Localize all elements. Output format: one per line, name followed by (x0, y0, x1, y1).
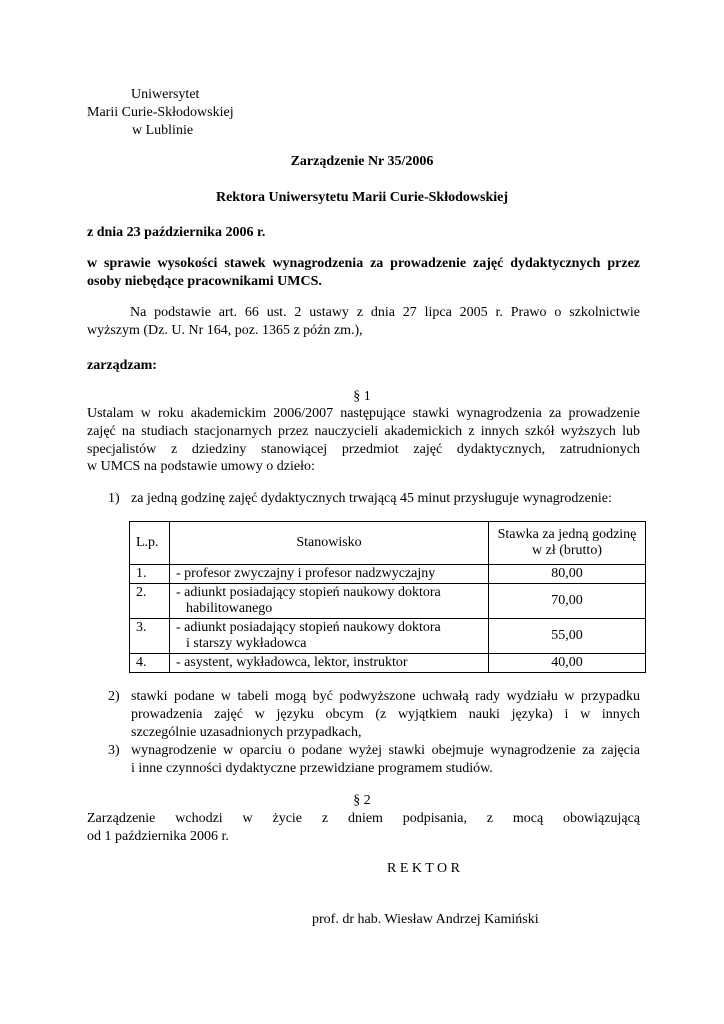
header-lp: L.p. (130, 522, 170, 565)
row-rate: 70,00 (489, 584, 646, 619)
point-2-line-2: prowadzenia zajęć w języku obcym (z wyjątkiem nauki języka) i w innych (131, 707, 640, 722)
row-position-line-1: - adiunkt posiadający stopień naukowy doktora (176, 620, 441, 635)
rates-table (129, 521, 646, 673)
signature-name: prof. dr hab. Wiesław Andrzej Kamiński (312, 912, 539, 927)
table-row (130, 565, 646, 584)
row-position-line-1: - adiunkt posiadający stopień naukowy doktora (176, 585, 441, 600)
row-position-line-2: i starszy wykładowca (186, 636, 307, 651)
subject-line-2: osoby niebędące pracownikami UMCS. (87, 274, 322, 289)
document-date: z dnia 23 października 2006 r. (87, 225, 266, 240)
row-rate: 40,00 (489, 654, 646, 673)
table-row (130, 584, 646, 619)
section-2-line-2: od 1 października 2006 r. (87, 829, 229, 844)
signature-role: R E K T O R (387, 861, 460, 876)
institution-line-3: w Lublinie (132, 123, 194, 138)
section-1-line-4: w UMCS na podstawie umowy o dzieło: (87, 459, 315, 474)
row-lp: 3. (130, 619, 170, 654)
table-header-row (130, 522, 646, 565)
section-1-heading: § 1 (353, 389, 371, 404)
document-issuer: Rektora Uniwersytetu Marii Curie-Skłodowskiej (215, 190, 509, 205)
header-rate-line-2: w zł (brutto) (532, 543, 602, 558)
point-2-number: 2) (108, 689, 120, 704)
row-rate: 55,00 (489, 619, 646, 654)
institution-line-1: Uniwersytet (131, 87, 200, 102)
basis-line-1: Na podstawie art. 66 ust. 2 ustawy z dnia 27 lipca 2005 r. Prawo o szkolnictwie (130, 305, 640, 320)
row-position (170, 619, 489, 654)
header-rate-line-1: Stawka za jedną godzinę (497, 527, 637, 542)
subject-line-1: w sprawie wysokości stawek wynagrodzenia za prowadzenie zajęć dydaktycznych przez (87, 256, 640, 271)
section-1-line-2: zajęć na studiach stacjonarnych przez nauczycieli akademickich z innych szkół wyższych lub (87, 424, 640, 439)
section-1-line-1: Ustalam w roku akademickim 2006/2007 następujące stawki wynagrodzenia za prowadzenie (87, 406, 640, 421)
table-row (130, 654, 646, 673)
row-position (170, 584, 489, 619)
point-1-text: za jedną godzinę zajęć dydaktycznych trwającą 45 minut przysługuje wynagrodzenie: (131, 491, 612, 506)
row-lp: 1. (130, 565, 170, 584)
institution-line-2: Marii Curie-Skłodowskiej (87, 105, 234, 120)
section-2-line-1: Zarządzenie wchodzi w życie z dniem podpisania, z mocą obowiązującą (87, 811, 640, 826)
row-lp: 2. (130, 584, 170, 619)
point-2-line-1: stawki podane w tabeli mogą być podwyższone uchwałą rady wydziału w przypadku (131, 689, 640, 704)
document-title: Zarządzenie Nr 35/2006 (290, 154, 434, 169)
point-1-number: 1) (108, 491, 120, 506)
point-3-line-2: i inne czynności dydaktyczne przewidziane programem studiów. (131, 761, 493, 776)
point-3-line-1: wynagrodzenie w oparciu o podane wyżej stawki obejmuje wynagrodzenie za zajęcia (131, 743, 640, 758)
row-rate: 80,00 (489, 565, 646, 584)
table-row (130, 619, 646, 654)
point-2-line-3: szczególnie uzasadnionych przypadkach, (131, 725, 362, 740)
section-1-line-3: specjalistów z dziedziny stanowiącej przedmiot zajęć dydaktycznych, zatrudnionych (87, 442, 640, 457)
point-3-number: 3) (108, 743, 120, 758)
header-position: Stanowisko (170, 522, 489, 565)
header-rate (489, 522, 646, 565)
row-position: - asystent, wykładowca, lektor, instruktor (170, 654, 489, 673)
row-position-line-2: habilitowanego (186, 601, 273, 616)
basis-line-2: wyższym (Dz. U. Nr 164, poz. 1365 z późn zm.), (87, 323, 363, 338)
row-lp: 4. (130, 654, 170, 673)
section-2-heading: § 2 (353, 793, 371, 808)
row-position: - profesor zwyczajny i profesor nadzwyczajny (170, 565, 489, 584)
decree-word: zarządzam: (87, 358, 157, 373)
